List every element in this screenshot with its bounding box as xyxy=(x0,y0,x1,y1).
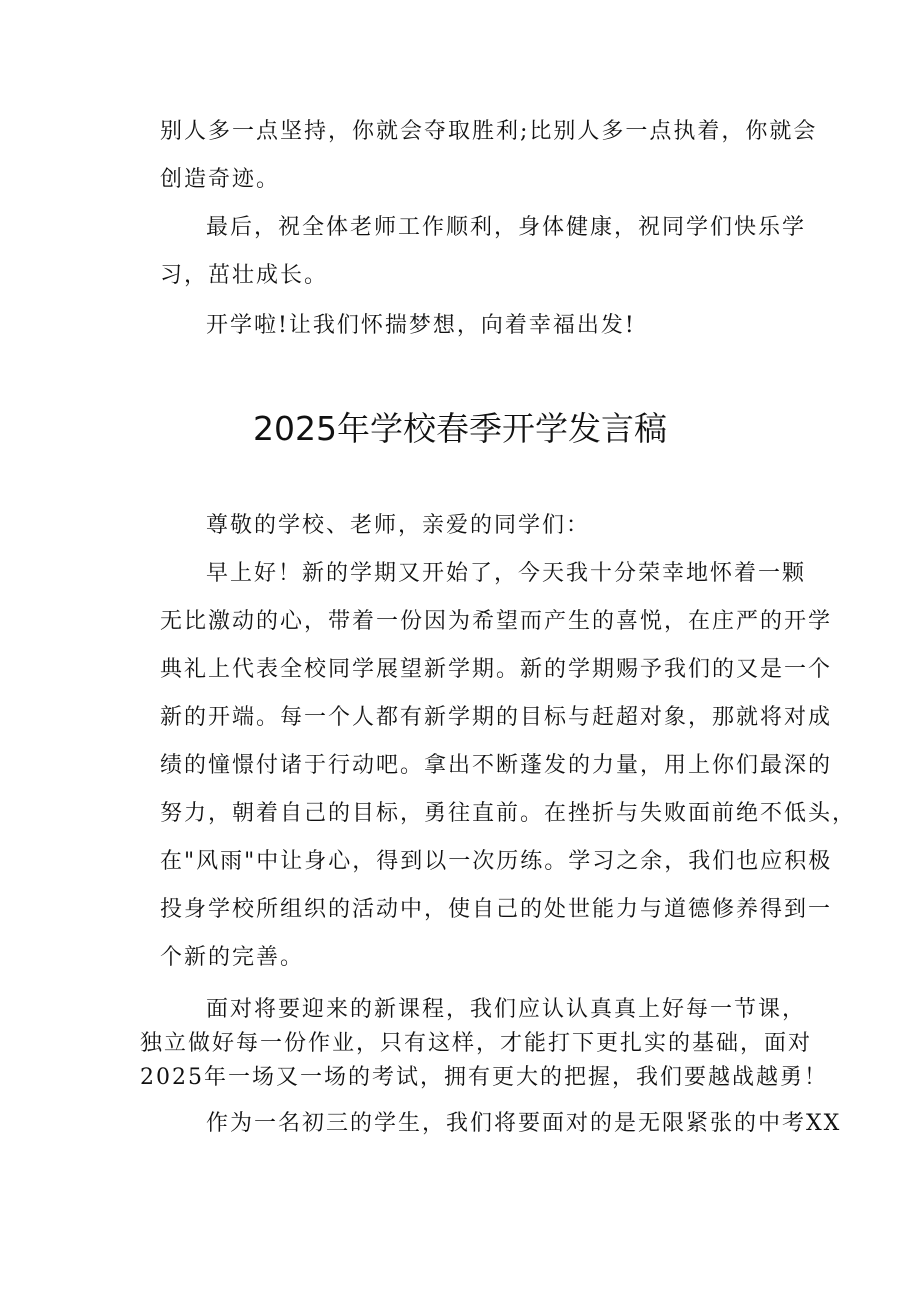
body-line: 别人多一点坚持，你就会夺取胜利;比别人多一点执着，你就会 xyxy=(160,119,818,144)
body-line: 努力，朝着自己的目标，勇往直前。在挫折与失败面前绝不低头， xyxy=(160,801,857,826)
body-line: 新的开端。每一个人都有新学期的目标与赶超对象，那就将对成 xyxy=(160,705,833,730)
body-line: 独立做好每一份作业，只有这样，才能打下更扎实的基础，面对 xyxy=(140,1031,813,1056)
body-line: 投身学校所组织的活动中，使自己的处世能力与道德修养得到一 xyxy=(160,897,833,922)
document-title: 2025年学校春季开学发言稿 xyxy=(253,409,667,448)
body-line: 习，茁壮成长。 xyxy=(160,263,329,288)
body-line: 无比激动的心，带着一份因为希望而产生的喜悦，在庄严的开学 xyxy=(160,609,833,634)
body-line: 个新的完善。 xyxy=(160,945,305,970)
body-line: 最后，祝全体老师工作顺利，身体健康，祝同学们快乐学 xyxy=(206,215,807,240)
body-line: 在"风雨"中让身心，得到以一次历练。学习之余，我们也应积极 xyxy=(160,849,833,874)
body-line: 开学啦!让我们怀揣梦想，向着幸福出发! xyxy=(206,313,636,338)
body-line: 作为一名初三的学生，我们将要面对的是无限紧张的中考XX xyxy=(206,1111,842,1136)
body-line: 2025年一场又一场的考试，拥有更大的把握，我们要越战越勇！ xyxy=(140,1065,828,1090)
body-line: 典礼上代表全校同学展望新学期。新的学期赐予我们的又是一个 xyxy=(160,657,833,682)
salutation-line: 尊敬的学校、老师，亲爱的同学们： xyxy=(206,513,591,538)
body-line: 早上好！新的学期又开始了，今天我十分荣幸地怀着一颗 xyxy=(206,561,807,586)
body-line: 面对将要迎来的新课程，我们应认认真真上好每一节课， xyxy=(206,997,807,1022)
body-line: 绩的憧憬付诸于行动吧。拿出不断蓬发的力量，用上你们最深的 xyxy=(160,753,833,778)
body-line: 创造奇迹。 xyxy=(160,167,281,192)
